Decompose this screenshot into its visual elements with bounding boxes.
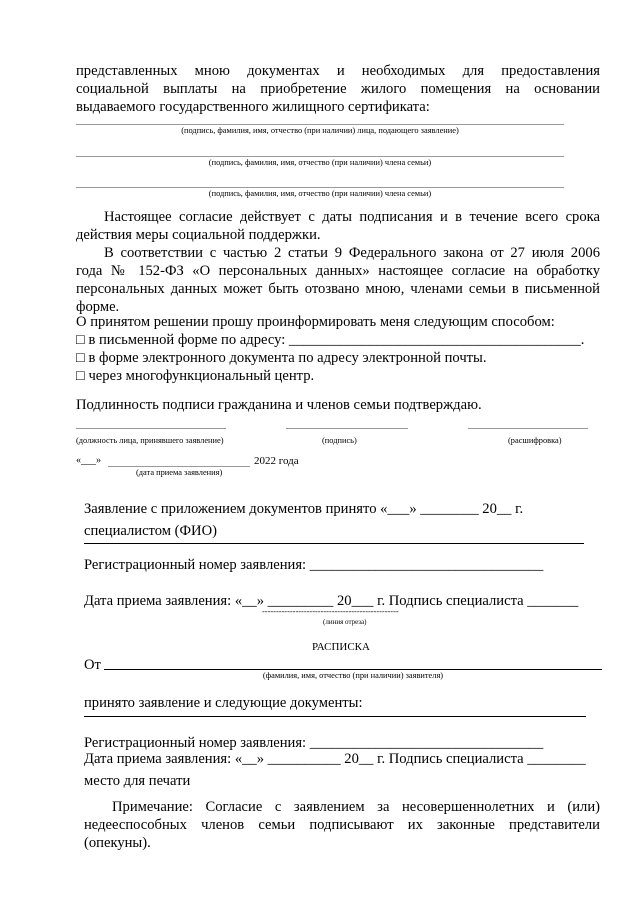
family-member-1-signature-line[interactable] xyxy=(76,156,564,157)
receipt-from-label: От xyxy=(84,657,101,673)
note-line-3: (опекуны). xyxy=(84,835,151,851)
consent-p2-line-1: В соответствии с частью 2 статьи 9 Федерального закона от 27 июля 2006 xyxy=(104,245,600,261)
decode-line[interactable] xyxy=(468,428,588,429)
note-line-1: Примечание: Согласие с заявлением за несовершеннолетних и (или) xyxy=(112,799,600,815)
note-line-2: недееспособных членов семьи подписывают их законные представители xyxy=(84,817,600,833)
date-caption: (дата приема заявления) xyxy=(136,468,223,477)
sign-caption: (подпись) xyxy=(322,436,357,445)
receipt-from-line[interactable] xyxy=(104,669,602,670)
applicant-signature-line[interactable] xyxy=(76,124,564,125)
date-line[interactable] xyxy=(108,466,250,467)
applicant-signature-caption: (подпись, фамилия, имя, отчество (при наличии) лица, подающего заявление) xyxy=(181,126,459,135)
verify-text: Подлинность подписи гражданина и членов семьи подтверждаю. xyxy=(76,397,482,413)
notify-option-mail[interactable]: □ в письменной форме по адресу: ________________________________________. xyxy=(76,332,585,348)
consent-p1-line-1: Настоящее согласие действует с даты подписания и в течение всего срока xyxy=(104,209,600,225)
notify-option-email[interactable]: □ в форме электронного документа по адресу электронной почты. xyxy=(76,350,487,366)
receipt-stamp: место для печати xyxy=(84,773,191,789)
receipt-date-line: Дата приема заявления: «__» __________ 20__ г. Подпись специалиста ________ xyxy=(84,751,586,767)
accept-reg-number: Регистрационный номер заявления: ________________________________ xyxy=(84,557,544,573)
family-member-2-signature-line[interactable] xyxy=(76,187,564,188)
position-line[interactable] xyxy=(76,428,226,429)
receipt-reg-number: Регистрационный номер заявления: ________________________________ xyxy=(84,735,544,751)
date-year: 2022 года xyxy=(254,455,299,467)
intro-line-2: социальной выплаты на приобретение жилого помещения на основании xyxy=(76,81,600,97)
cut-caption: (линия отреза) xyxy=(323,618,367,626)
date-open: «___» xyxy=(76,455,101,466)
receipt-docs-line: принято заявление и следующие документы: xyxy=(84,695,363,711)
intro-line-3: выдаваемого государственного жилищного сертификата: xyxy=(76,99,430,115)
receipt-title: РАСПИСКА xyxy=(312,641,370,653)
notify-option-mfc[interactable]: □ через многофункциональный центр. xyxy=(76,368,315,384)
receipt-from-caption: (фамилия, имя, отчество (при наличии) заявителя) xyxy=(262,671,444,680)
family-member-1-caption: (подпись, фамилия, имя, отчество (при наличии) члена семьи) xyxy=(208,158,432,167)
intro-line-1: представленных мною документах и необходимых для предоставления xyxy=(76,63,600,79)
accept-date-line: Дата приема заявления: «__» _________ 20___ г. Подпись специалиста _______ xyxy=(84,593,579,609)
notify-heading: О принятом решении прошу проинформировать меня следующим способом: xyxy=(76,314,555,330)
consent-p1-line-2: действия меры социальной поддержки. xyxy=(76,227,321,243)
receipt-docs-underline[interactable] xyxy=(84,716,586,717)
consent-p2-line-4: форме. xyxy=(76,299,120,315)
consent-p2-line-2: года № 152-ФЗ «О персональных данных» настоящее согласие на обработку xyxy=(76,263,600,279)
decode-caption: (расшифровка) xyxy=(508,436,562,445)
accept-line-2: специалистом (ФИО) xyxy=(84,523,217,539)
specialist-name-line[interactable] xyxy=(84,543,584,544)
accept-line-1: Заявление с приложением документов принято «___» ________ 20__ г. xyxy=(84,501,524,517)
cut-line: ------------------------------------------------- xyxy=(262,607,399,616)
position-caption: (должность лица, принявшего заявление) xyxy=(76,436,224,445)
family-member-2-caption: (подпись, фамилия, имя, отчество (при наличии) члена семьи) xyxy=(208,189,432,198)
sign-line[interactable] xyxy=(286,428,408,429)
consent-p2-line-3: персональных данных может быть отозвано мною, членами семьи в письменной xyxy=(76,281,600,297)
